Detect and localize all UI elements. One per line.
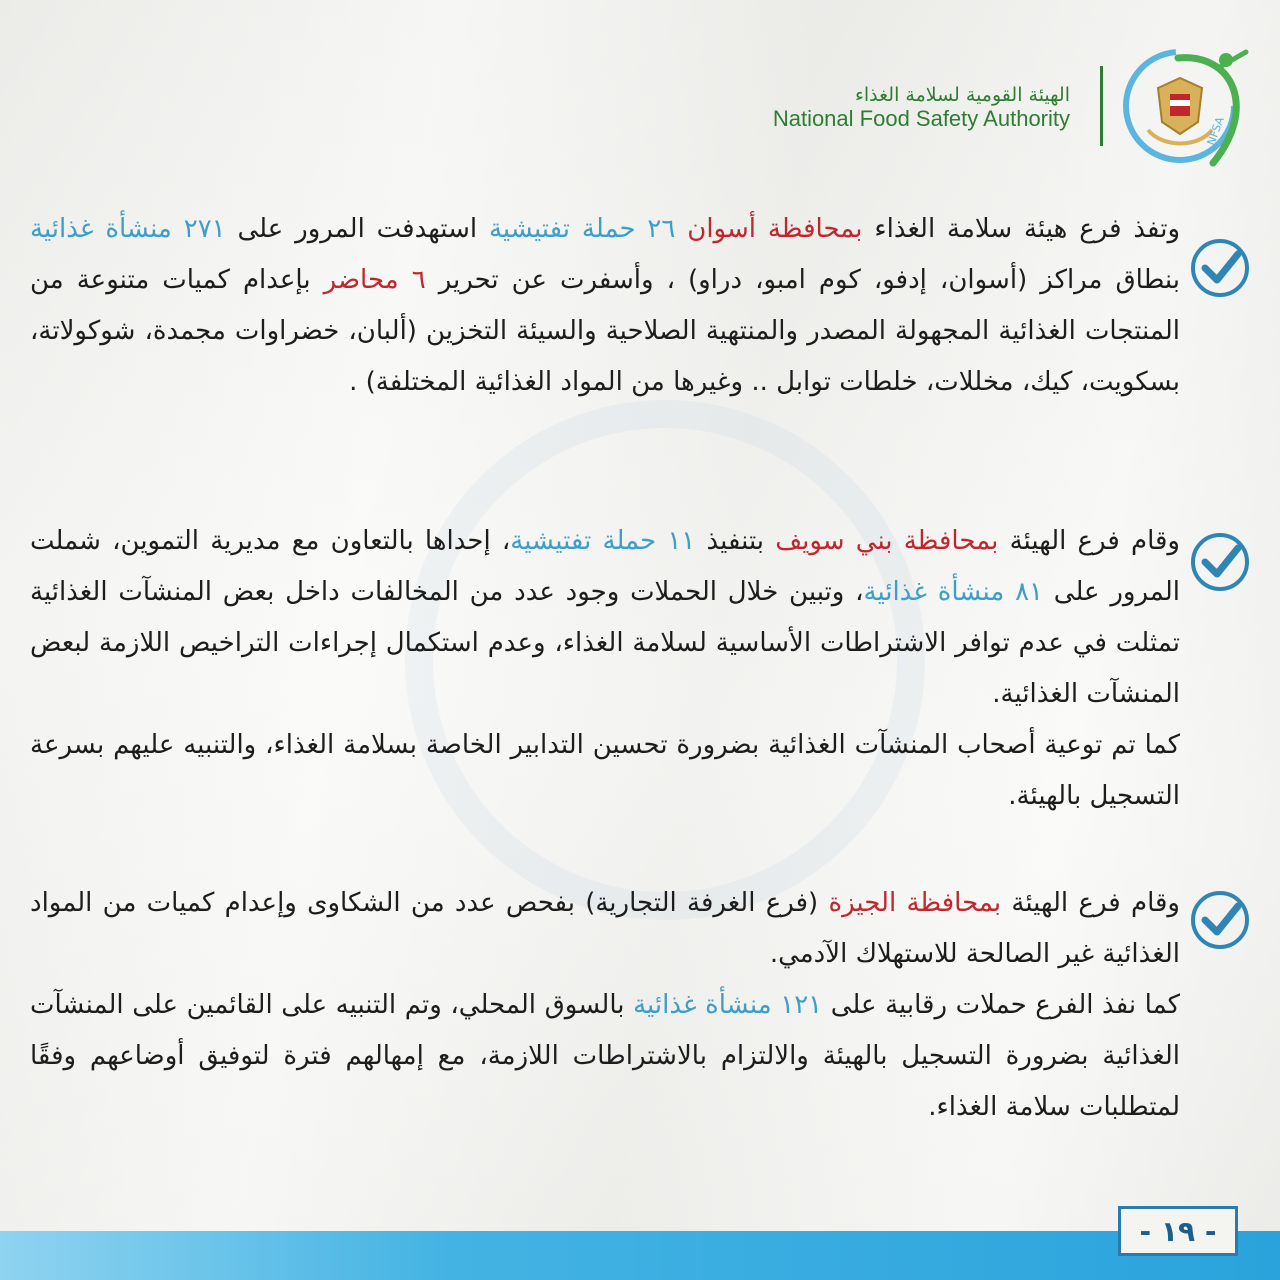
section-giza: [30, 878, 1180, 1133]
header-divider: [1100, 66, 1103, 146]
facility-count-highlight: ٨١ منشأة غذائية: [863, 577, 1043, 607]
check-circle-icon: [1188, 236, 1252, 300]
section-giza-text: [30, 878, 1180, 980]
nfsa-logo-icon: [1118, 38, 1254, 174]
org-name-arabic: الهيئة القومية لسلامة الغذاء: [854, 84, 1070, 106]
facility-count-highlight: ١٢١ منشأة غذائية: [624, 990, 823, 1020]
text-run: كما نفذ الفرع حملات رقابية على: [822, 990, 1180, 1020]
text-run: وقام فرع الهيئة: [998, 526, 1180, 556]
facility-count-highlight: ٢٧١ منشأة غذائية: [30, 214, 226, 244]
text-run: بنطاق مراكز (أسوان، إدفو، كوم امبو، دراو) ، وأسفرت عن تحرير: [425, 265, 1180, 295]
section-giza-extra: [30, 980, 1180, 1133]
text-run: استهدفت المرور على: [225, 214, 478, 244]
check-circle-icon: [1188, 530, 1252, 594]
governorate-highlight: بمحافظة الجيزة: [818, 888, 1002, 918]
section-beni-suef-extra: كما تم توعية أصحاب المنشآت الغذائية بضرورة تحسين التدابير الخاصة بسلامة الغذاء، والتنبيه عليهم بسرعة التسجيل بالهيئة.: [30, 730, 1180, 811]
governorate-highlight: بمحافظة أسوان: [675, 214, 863, 244]
text-run: (فرع الغرفة التجارية) بفحص عدد من الشكاوى وإعدام كميات من المواد الغذائية غير الصالحة للاستهلاك الآدمي.: [30, 888, 1180, 969]
text-run: وتفذ فرع هيئة سلامة الغذاء: [862, 214, 1181, 244]
footer-bar: [0, 1231, 1280, 1280]
text-run: بتنفيذ: [695, 526, 765, 556]
logo-text: NFSA: [1204, 115, 1227, 148]
section-aswan: [30, 204, 1180, 408]
org-name-english: National Food Safety Authority: [772, 106, 1070, 131]
section-beni-suef: [30, 516, 1180, 822]
text-run: بإعدام كميات متنوعة من المنتجات الغذائية المجهولة المصدر والمنتهية الصلاحية والسيئة التخزين (ألبان، خضراوات مجمدة، شوكولاتة، بسكويت، كيك، مخللات، خلطات توابل .. وغيرها من المواد الغذائية المختلفة) .: [30, 265, 1180, 397]
campaign-count-highlight: ١١ حملة تفتيشية: [510, 526, 696, 556]
page-header: [740, 38, 1260, 178]
section-aswan-text: [30, 204, 1180, 408]
text-run: وقام فرع الهيئة: [1001, 888, 1180, 918]
campaign-count-highlight: ٢٦ حملة تفتيشية: [477, 214, 676, 244]
section-beni-suef-text: [30, 516, 1180, 720]
text-run: ، إحداها بالتعاون مع مديرية التموين، شملت المرور على: [30, 526, 1180, 607]
report-count-highlight: ٦ محاضر: [310, 265, 426, 295]
text-run: بالسوق المحلي، وتم التنبيه على القائمين على المنشآت الغذائية بضرورة التسجيل بالهيئة والالتزام بالاشتراطات اللازمة، مع إمهالهم فترة لتوفيق أوضاعهم وفقًا لمتطلبات سلامة الغذاء.: [30, 990, 1180, 1122]
text-run: ، وتبين خلال الحملات وجود عدد من المخالفات داخل بعض المنشآت الغذائية تمثلت في عدم توافر الاشتراطات الأساسية لسلامة الغذاء، وعدم استكمال إجراءات التراخيص اللازمة لبعض المنشآت الغذائية.: [30, 577, 1180, 709]
check-circle-icon: [1188, 888, 1252, 952]
governorate-highlight: بمحافظة بني سويف: [764, 526, 999, 556]
page-number: - ١٩ -: [1118, 1206, 1238, 1256]
